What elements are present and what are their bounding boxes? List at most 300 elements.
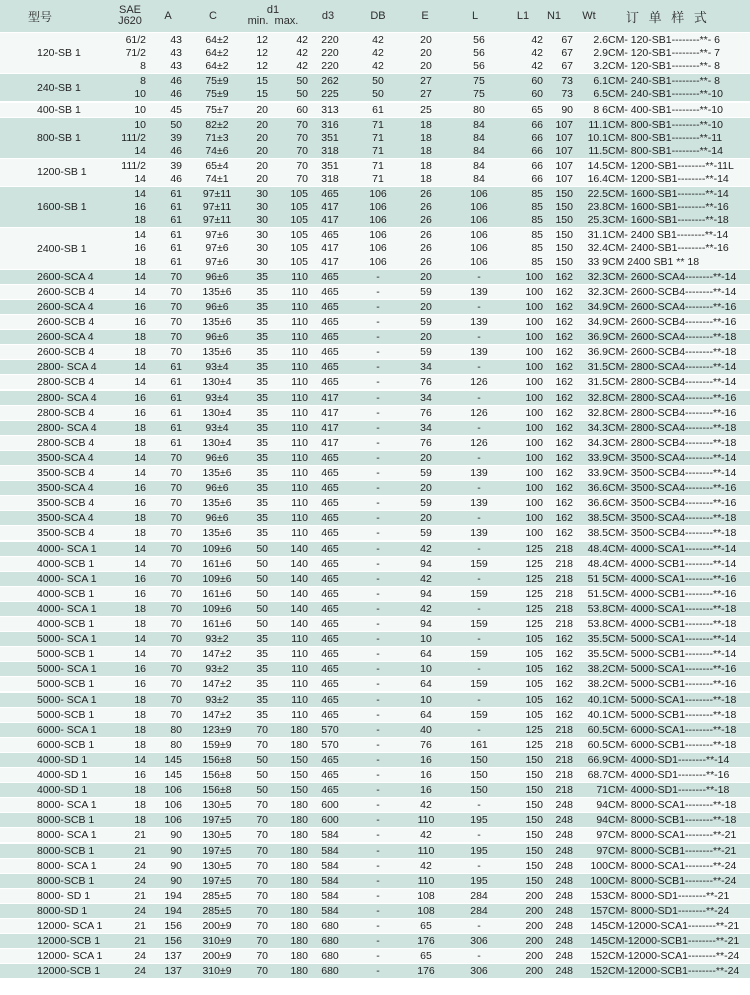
d1-min-cell: 35 bbox=[256, 693, 268, 706]
a-cell: 46 bbox=[170, 172, 182, 185]
c-cell: 96±6 bbox=[205, 300, 229, 313]
table-row bbox=[112, 709, 750, 722]
table-row bbox=[112, 754, 750, 767]
d3-cell: 465 bbox=[321, 542, 339, 555]
l-cell: 306 bbox=[470, 935, 488, 948]
e-cell: 59 bbox=[420, 527, 432, 540]
d1-min-cell: 35 bbox=[256, 406, 268, 419]
l-cell: 106 bbox=[470, 229, 488, 242]
table-row-group bbox=[0, 586, 750, 601]
d3-cell: 417 bbox=[321, 391, 339, 404]
table-row bbox=[112, 860, 750, 873]
order-cell: CM- 1600-SB1--------**-14 bbox=[608, 188, 729, 201]
d3-cell: 465 bbox=[321, 497, 339, 510]
db-cell: - bbox=[376, 300, 380, 313]
e-cell: 76 bbox=[420, 406, 432, 419]
d1-max-cell: 180 bbox=[290, 814, 308, 827]
table-row bbox=[112, 214, 750, 227]
a-cell: 194 bbox=[164, 889, 182, 902]
table-row bbox=[112, 875, 750, 888]
d3-cell: 465 bbox=[321, 331, 339, 344]
c-cell: 130±5 bbox=[202, 829, 232, 842]
wt-cell: 2.6 bbox=[593, 34, 608, 46]
d1-min-cell: 30 bbox=[256, 188, 268, 201]
table-row bbox=[112, 160, 750, 173]
e-cell: 59 bbox=[420, 497, 432, 510]
d1-min-cell: 35 bbox=[256, 663, 268, 676]
c-cell: 200±9 bbox=[202, 950, 232, 963]
d3-cell: 584 bbox=[321, 889, 339, 902]
a-cell: 156 bbox=[164, 935, 182, 948]
d1-max-cell: 110 bbox=[291, 406, 308, 419]
wt-cell: 22.5 bbox=[587, 188, 608, 201]
e-cell: 26 bbox=[420, 201, 432, 214]
c-cell: 97±11 bbox=[202, 201, 232, 214]
d1-max-cell: 180 bbox=[290, 844, 308, 857]
e-cell: 18 bbox=[420, 172, 432, 185]
l-cell: 139 bbox=[470, 527, 488, 540]
header-order: 订 单 样 式 bbox=[626, 9, 710, 25]
n1-cell: 218 bbox=[555, 572, 573, 585]
sae-cell: 18 bbox=[134, 255, 146, 268]
d1-max-cell: 140 bbox=[290, 602, 308, 615]
sae-cell: 24 bbox=[134, 859, 146, 872]
model-cell: 2600-SCB 4 bbox=[37, 285, 95, 298]
n1-cell: 218 bbox=[555, 618, 573, 630]
model-cell: 8000- SCA 1 bbox=[37, 829, 97, 842]
d1-min-cell: 12 bbox=[256, 60, 268, 73]
wt-cell: 145 bbox=[590, 920, 608, 932]
d1-min-cell: 35 bbox=[256, 331, 268, 344]
table-row bbox=[112, 132, 750, 145]
sae-cell: 18 bbox=[134, 527, 146, 540]
c-cell: 130±4 bbox=[202, 406, 232, 419]
table-row-group bbox=[0, 873, 750, 888]
e-cell: 20 bbox=[420, 512, 432, 525]
wt-cell: 40.1 bbox=[587, 693, 608, 706]
db-cell: 71 bbox=[372, 172, 384, 185]
table-row bbox=[112, 829, 750, 842]
table-row-group bbox=[0, 284, 750, 299]
wt-cell: 35.5 bbox=[587, 633, 608, 646]
c-cell: 135±6 bbox=[202, 285, 232, 298]
d1-min-cell: 70 bbox=[256, 920, 268, 932]
sae-cell: 14 bbox=[134, 229, 146, 242]
sae-cell: 16 bbox=[134, 406, 146, 419]
wt-cell: 6.1 bbox=[593, 75, 608, 88]
model-cell: 6000- SCA 1 bbox=[37, 723, 97, 736]
c-cell: 96±6 bbox=[205, 270, 229, 283]
d3-cell: 584 bbox=[321, 829, 339, 842]
a-cell: 90 bbox=[170, 829, 182, 842]
wt-cell: 66.9 bbox=[587, 753, 608, 766]
l-cell: 195 bbox=[470, 844, 488, 857]
n1-cell: 248 bbox=[555, 935, 573, 948]
e-cell: 42 bbox=[420, 602, 432, 615]
model-cell: 2600-SCA 4 bbox=[37, 300, 94, 313]
table-row-group bbox=[0, 420, 750, 435]
table-row bbox=[112, 965, 750, 978]
wt-cell: 33 9 bbox=[587, 255, 608, 268]
order-cell: CM- 4000-SD1--------**-18 bbox=[608, 784, 730, 797]
e-cell: 26 bbox=[420, 188, 432, 201]
e-cell: 110 bbox=[417, 814, 435, 827]
db-cell: - bbox=[376, 829, 380, 842]
c-cell: 156±8 bbox=[202, 769, 232, 781]
sae-cell: 14 bbox=[134, 633, 146, 646]
model-cell: 1600-SB 1 bbox=[37, 201, 87, 214]
sae-cell: 24 bbox=[134, 950, 146, 963]
d1-max-cell: 110 bbox=[291, 316, 308, 328]
n1-cell: 150 bbox=[555, 255, 573, 268]
db-cell: - bbox=[376, 421, 380, 434]
model-cell: 12000- SCA 1 bbox=[37, 950, 103, 963]
model-cell: 8000-SD 1 bbox=[37, 904, 88, 917]
wt-cell: 6.5 bbox=[593, 88, 608, 101]
a-cell: 70 bbox=[170, 497, 182, 510]
d3-cell: 220 bbox=[321, 47, 339, 60]
n1-cell: 248 bbox=[555, 889, 573, 902]
order-cell: CM- 6000-SCA1--------**-18 bbox=[608, 723, 737, 736]
d1-min-cell: 35 bbox=[256, 648, 268, 661]
d3-cell: 465 bbox=[321, 527, 339, 540]
table-row-group bbox=[0, 359, 750, 374]
l-cell: 75 bbox=[473, 75, 485, 88]
d1-min-cell: 35 bbox=[256, 270, 268, 283]
e-cell: 18 bbox=[420, 144, 432, 157]
model-cell: 240-SB 1 bbox=[37, 81, 81, 94]
l1-cell: 105 bbox=[525, 708, 543, 721]
n1-cell: 162 bbox=[555, 482, 573, 495]
d3-cell: 570 bbox=[321, 723, 339, 736]
d1-max-cell: 110 bbox=[291, 708, 308, 721]
n1-cell: 162 bbox=[555, 376, 573, 389]
order-cell: CM- 1600-SB1--------**-16 bbox=[608, 201, 729, 214]
sae-cell: 18 bbox=[134, 799, 146, 812]
c-cell: 75±9 bbox=[205, 88, 229, 101]
d1-min-cell: 70 bbox=[256, 738, 268, 751]
wt-cell: 38.5 bbox=[587, 527, 608, 540]
l-cell: 84 bbox=[473, 118, 485, 131]
table-row-group bbox=[0, 450, 750, 465]
c-cell: 135±6 bbox=[202, 527, 232, 540]
wt-cell: 38.2 bbox=[587, 678, 608, 691]
d1-min-cell: 20 bbox=[256, 131, 268, 144]
db-cell: - bbox=[376, 285, 380, 298]
model-cell: 2800- SCA 4 bbox=[37, 391, 97, 404]
n1-cell: 248 bbox=[555, 844, 573, 857]
order-cell: CM- 4000-SCA1--------**-14 bbox=[608, 542, 737, 555]
a-cell: 70 bbox=[170, 663, 182, 676]
a-cell: 43 bbox=[170, 47, 182, 60]
c-cell: 161±6 bbox=[202, 587, 232, 600]
order-cell: CM- 5000-SCB1--------**-14 bbox=[608, 648, 737, 661]
e-cell: 59 bbox=[420, 316, 432, 328]
table-row-group bbox=[0, 722, 750, 737]
l-cell: - bbox=[477, 602, 481, 615]
d1-min-cell: 15 bbox=[256, 88, 268, 101]
db-cell: - bbox=[376, 316, 380, 328]
c-cell: 197±5 bbox=[202, 844, 232, 857]
l1-cell: 66 bbox=[531, 159, 543, 172]
db-cell: - bbox=[376, 708, 380, 721]
l1-cell: 85 bbox=[531, 255, 543, 268]
a-cell: 61 bbox=[170, 188, 182, 201]
e-cell: 26 bbox=[420, 255, 432, 268]
sae-cell: 16 bbox=[134, 769, 146, 781]
d1-max-cell: 50 bbox=[296, 75, 308, 88]
l-cell: 106 bbox=[470, 242, 488, 255]
n1-cell: 162 bbox=[555, 451, 573, 464]
db-cell: - bbox=[376, 527, 380, 540]
l-cell: 150 bbox=[470, 784, 488, 797]
e-cell: 42 bbox=[420, 572, 432, 585]
order-cell: CM- 2400 SB1--------**-14 bbox=[608, 229, 729, 242]
table-row-group bbox=[0, 435, 750, 450]
d1-min-cell: 30 bbox=[256, 255, 268, 268]
table-row bbox=[112, 173, 750, 186]
d1-max-cell: 70 bbox=[296, 131, 308, 144]
e-cell: 76 bbox=[420, 738, 432, 751]
model-cell: 2600-SCB 4 bbox=[37, 346, 95, 359]
d1-min-cell: 35 bbox=[256, 316, 268, 328]
c-cell: 65±4 bbox=[205, 159, 229, 172]
n1-cell: 162 bbox=[555, 270, 573, 283]
d1-min-cell: 70 bbox=[256, 799, 268, 812]
model-cell: 400-SB 1 bbox=[37, 103, 81, 116]
model-cell: 4000-SCB 1 bbox=[37, 557, 95, 570]
d1-max-cell: 110 bbox=[291, 436, 308, 449]
order-cell: CM- 4000-SCB1--------**-14 bbox=[608, 557, 737, 570]
n1-cell: 162 bbox=[555, 361, 573, 374]
a-cell: 70 bbox=[170, 482, 182, 495]
wt-cell: 32.8 bbox=[587, 406, 608, 419]
d3-cell: 465 bbox=[321, 285, 339, 298]
d1-max-cell: 110 bbox=[291, 331, 308, 344]
a-cell: 45 bbox=[170, 103, 182, 116]
wt-cell: 32.3 bbox=[587, 270, 608, 283]
table-row bbox=[112, 422, 750, 435]
table-row bbox=[112, 316, 750, 329]
e-cell: 34 bbox=[420, 421, 432, 434]
d3-cell: 465 bbox=[321, 663, 339, 676]
a-cell: 61 bbox=[170, 214, 182, 227]
d1-min-cell: 20 bbox=[256, 159, 268, 172]
d3-cell: 465 bbox=[321, 648, 339, 661]
d1-min-cell: 35 bbox=[256, 300, 268, 313]
l-cell: - bbox=[477, 829, 481, 842]
db-cell: - bbox=[376, 678, 380, 691]
d1-max-cell: 180 bbox=[290, 920, 308, 932]
sae-cell: 10 bbox=[134, 118, 146, 131]
d3-cell: 351 bbox=[321, 131, 339, 144]
n1-cell: 162 bbox=[555, 346, 573, 359]
c-cell: 130±4 bbox=[202, 436, 232, 449]
db-cell: 42 bbox=[372, 60, 384, 73]
order-cell: CM- 2800-SCB4--------**-16 bbox=[608, 406, 737, 419]
table-row-group bbox=[0, 465, 750, 480]
d1-min-cell: 12 bbox=[256, 47, 268, 60]
sae-cell: 14 bbox=[134, 451, 146, 464]
db-cell: - bbox=[376, 844, 380, 857]
l-cell: 106 bbox=[470, 201, 488, 214]
sae-cell: 18 bbox=[134, 814, 146, 827]
c-cell: 93±2 bbox=[205, 663, 229, 676]
table-row-group bbox=[0, 888, 750, 903]
d1-max-cell: 180 bbox=[290, 935, 308, 948]
sae-cell: 8 bbox=[140, 60, 146, 73]
db-cell: - bbox=[376, 935, 380, 948]
d1-max-cell: 110 bbox=[291, 270, 308, 283]
order-cell: CM- 5000-SCB1--------**-16 bbox=[608, 678, 737, 691]
e-cell: 64 bbox=[420, 678, 432, 691]
c-cell: 97±11 bbox=[202, 214, 232, 227]
d1-max-cell: 70 bbox=[296, 172, 308, 185]
l-cell: - bbox=[477, 693, 481, 706]
db-cell: - bbox=[376, 361, 380, 374]
wt-cell: 34.3 bbox=[587, 421, 608, 434]
sae-cell: 14 bbox=[134, 376, 146, 389]
sae-cell: 18 bbox=[134, 331, 146, 344]
db-cell: - bbox=[376, 784, 380, 797]
l1-cell: 65 bbox=[531, 103, 543, 116]
l-cell: - bbox=[477, 361, 481, 374]
d1-min-cell: 70 bbox=[256, 859, 268, 872]
a-cell: 106 bbox=[164, 814, 182, 827]
table-row-group bbox=[0, 676, 750, 691]
n1-cell: 67 bbox=[561, 47, 573, 60]
d3-cell: 584 bbox=[321, 874, 339, 887]
sae-cell: 18 bbox=[134, 708, 146, 721]
model-cell: 5000- SCA 1 bbox=[37, 693, 97, 706]
model-cell: 4000- SCA 1 bbox=[37, 572, 97, 585]
d3-cell: 465 bbox=[321, 693, 339, 706]
l1-cell: 42 bbox=[531, 60, 543, 73]
a-cell: 145 bbox=[164, 769, 182, 781]
order-cell: CM- 2600-SCA4--------**-16 bbox=[608, 300, 737, 313]
a-cell: 50 bbox=[170, 118, 182, 131]
order-cell: CM- 2600-SCB4--------**-16 bbox=[608, 316, 737, 328]
a-cell: 156 bbox=[164, 920, 182, 932]
model-cell: 4000-SCB 1 bbox=[37, 587, 95, 600]
table-row-group bbox=[0, 374, 750, 389]
table-row bbox=[112, 905, 750, 918]
sae-cell: 14 bbox=[134, 648, 146, 661]
sae-cell: 14 bbox=[134, 467, 146, 479]
l1-cell: 125 bbox=[525, 542, 543, 555]
order-cell: CM- 8000-SCB1--------**-24 bbox=[608, 874, 737, 887]
l1-cell: 85 bbox=[531, 214, 543, 227]
model-cell: 12000-SCB 1 bbox=[37, 965, 101, 978]
n1-cell: 248 bbox=[555, 859, 573, 872]
order-cell: CM-12000-SCB1--------**-24 bbox=[608, 965, 740, 978]
d3-cell: 351 bbox=[321, 159, 339, 172]
wt-cell: 48.4 bbox=[587, 542, 608, 555]
sae-cell: 18 bbox=[134, 738, 146, 751]
l-cell: 161 bbox=[470, 738, 488, 751]
l1-cell: 100 bbox=[525, 391, 543, 404]
wt-cell: 152 bbox=[590, 965, 608, 978]
d1-max-cell: 110 bbox=[291, 391, 308, 404]
sae-cell: 16 bbox=[134, 587, 146, 600]
sae-cell: 21 bbox=[134, 920, 146, 932]
table-row-group bbox=[0, 186, 750, 227]
table-row-group bbox=[0, 32, 750, 73]
n1-cell: 162 bbox=[555, 648, 573, 661]
n1-cell: 150 bbox=[555, 242, 573, 255]
l1-cell: 125 bbox=[525, 587, 543, 600]
table-row bbox=[112, 75, 750, 88]
db-cell: - bbox=[376, 346, 380, 359]
d1-min-cell: 50 bbox=[256, 572, 268, 585]
a-cell: 70 bbox=[170, 572, 182, 585]
table-row-group bbox=[0, 646, 750, 661]
db-cell: 50 bbox=[372, 75, 384, 88]
wt-cell: 32.3 bbox=[587, 285, 608, 298]
e-cell: 18 bbox=[420, 131, 432, 144]
e-cell: 42 bbox=[420, 829, 432, 842]
sae-cell: 16 bbox=[134, 242, 146, 255]
n1-cell: 73 bbox=[561, 75, 573, 88]
sae-cell: 16 bbox=[134, 572, 146, 585]
d1-max-cell: 180 bbox=[290, 950, 308, 963]
l1-cell: 100 bbox=[525, 451, 543, 464]
e-cell: 26 bbox=[420, 242, 432, 255]
d1-min-cell: 35 bbox=[256, 497, 268, 510]
d1-max-cell: 140 bbox=[290, 618, 308, 630]
d1-min-cell: 30 bbox=[256, 242, 268, 255]
a-cell: 70 bbox=[170, 708, 182, 721]
db-cell: 71 bbox=[372, 159, 384, 172]
l1-cell: 85 bbox=[531, 242, 543, 255]
e-cell: 20 bbox=[420, 34, 432, 46]
n1-cell: 218 bbox=[555, 753, 573, 766]
header-d1-min: min. bbox=[247, 15, 269, 27]
d1-max-cell: 180 bbox=[290, 723, 308, 736]
d1-min-cell: 70 bbox=[256, 935, 268, 948]
a-cell: 70 bbox=[170, 467, 182, 479]
table-row-group bbox=[0, 329, 750, 344]
d1-max-cell: 110 bbox=[291, 300, 308, 313]
wt-cell: 35.5 bbox=[587, 648, 608, 661]
c-cell: 97±11 bbox=[202, 188, 232, 201]
a-cell: 39 bbox=[170, 159, 182, 172]
d3-cell: 465 bbox=[321, 512, 339, 525]
d3-cell: 584 bbox=[321, 859, 339, 872]
e-cell: 20 bbox=[420, 60, 432, 73]
e-cell: 18 bbox=[420, 118, 432, 131]
d1-min-cell: 35 bbox=[256, 512, 268, 525]
d1-max-cell: 110 bbox=[291, 512, 308, 525]
d1-max-cell: 150 bbox=[290, 784, 308, 797]
l-cell: - bbox=[477, 663, 481, 676]
n1-cell: 162 bbox=[555, 708, 573, 721]
sae-cell: 16 bbox=[134, 678, 146, 691]
wt-cell: 36.6 bbox=[587, 482, 608, 495]
sae-cell: 18 bbox=[134, 602, 146, 615]
e-cell: 40 bbox=[420, 723, 432, 736]
n1-cell: 218 bbox=[555, 542, 573, 555]
db-cell: - bbox=[376, 557, 380, 570]
table-row bbox=[112, 34, 750, 47]
l-cell: 159 bbox=[470, 557, 488, 570]
l-cell: 126 bbox=[470, 376, 488, 389]
table-row bbox=[112, 648, 750, 661]
db-cell: - bbox=[376, 904, 380, 917]
d1-min-cell: 50 bbox=[256, 769, 268, 781]
table-row-group bbox=[0, 269, 750, 284]
n1-cell: 162 bbox=[555, 678, 573, 691]
